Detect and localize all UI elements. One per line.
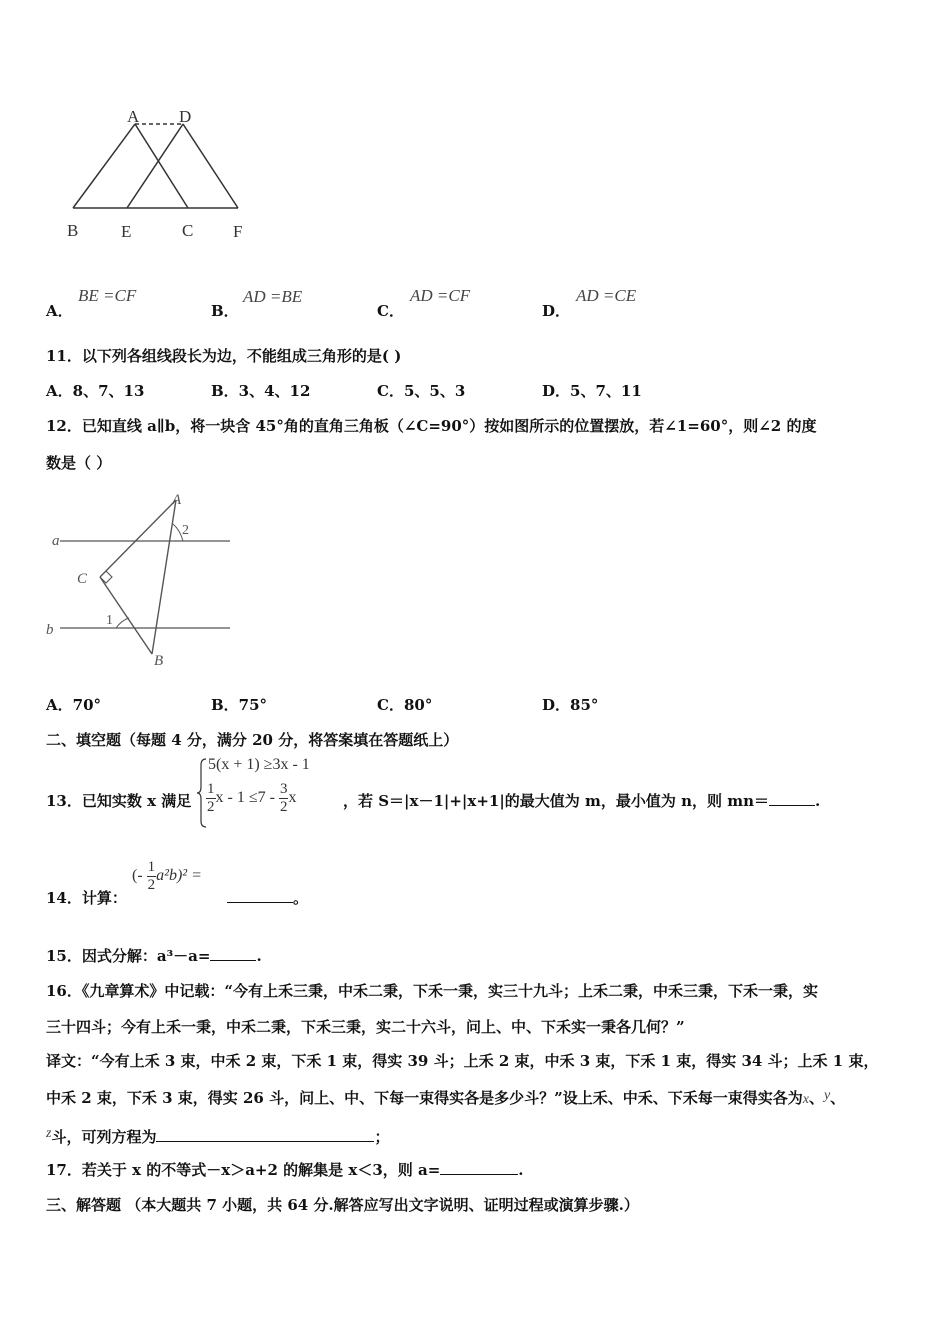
q11-option-d: D．5、7、11	[542, 382, 642, 400]
q10-option-a-label: A．	[46, 302, 73, 320]
q17-end: .	[518, 1161, 524, 1179]
label-e: E	[121, 222, 132, 241]
fig2-label-line-a: a	[52, 533, 60, 549]
section-3-title: 三、解答题 （本大题共 7 小题，共 64 分.解答应写出文字说明、证明过程或演算步骤.）	[46, 1196, 639, 1214]
fig2-label-b: B	[154, 653, 164, 669]
segment-ab	[73, 124, 135, 208]
q12-option-a: A．70°	[46, 696, 102, 714]
q12-option-c: C．80°	[377, 696, 433, 714]
q16-var-z: z	[46, 1126, 52, 1141]
section-2-title: 二、填空题（每题 4 分，满分 20 分，将答案填在答题纸上）	[46, 731, 459, 749]
fig2-label-c: C	[77, 571, 88, 587]
figure-parallel-lines-triangle	[40, 488, 240, 673]
side-ab	[152, 500, 176, 654]
q16-line4	[46, 1087, 845, 1108]
q11-option-c: C．5、5、3	[377, 382, 466, 400]
q10-option-b-label: B．	[211, 302, 239, 320]
q13-ineq2-end: x	[288, 789, 297, 807]
q16-sep2: 、	[830, 1089, 846, 1107]
label-a: A	[127, 107, 140, 126]
q13-suffix-text: ，若 S＝|x－1|+|x+1|的最大值为 m，最小值为 n，则 mn＝	[343, 792, 770, 810]
q13-fraction-three-halves	[279, 781, 289, 816]
label-f: F	[233, 222, 243, 241]
q13-frac-den: 2	[207, 799, 215, 815]
q14-frac-den: 2	[147, 877, 156, 893]
q10-option-d-label: D．	[542, 302, 571, 320]
q11-option-b: B．3、4、12	[211, 382, 311, 400]
q16-line3: 译文：“今有上禾 3 束，中禾 2 束，下禾 1 束，得实 39 斗；上禾 2 束，中禾 3 束，下禾 1 束，得实 34 斗；上禾 1 束，	[46, 1052, 879, 1070]
q13-frac2-den: 2	[279, 799, 288, 815]
q14-expression	[132, 859, 202, 894]
q16-line4-text: 中禾 2 束，下禾 3 束，得实 26 斗，问上、中、下每一束得实各是多少斗？”设上禾、中禾、下禾每一束得实各为	[46, 1089, 803, 1107]
q10-option-c-label: C．	[377, 302, 404, 320]
angle-1-arc	[116, 618, 129, 628]
q14-end: 。	[293, 889, 309, 907]
q15	[46, 945, 262, 966]
segment-ac	[135, 124, 188, 208]
q14-expr-body: a²b)² =	[156, 867, 202, 885]
q13-frac-num: 1	[207, 781, 215, 797]
q10-option-b-expr: AD =BE	[243, 287, 303, 306]
q12-stem-line1: 12．已知直线 a∥b，将一块含 45°角的直角三角板（∠C=90°）按如图所示的位置摆放，若∠1=60°，则∠2 的度	[46, 417, 817, 435]
q13-fraction-half	[206, 781, 216, 816]
fig2-label-line-b: b	[46, 622, 54, 638]
q13-answer-blank[interactable]	[769, 791, 815, 806]
label-c: C	[182, 221, 194, 240]
q17	[46, 1159, 524, 1180]
q14-answer	[227, 887, 308, 908]
q16-line2: 三十四斗；今有上禾一秉，中禾二秉，下禾三秉，实二十六斗，问上、中、下禾实一秉各几何？”	[46, 1018, 685, 1036]
q10-option-a-expr: BE =CF	[78, 286, 137, 305]
q14-answer-blank[interactable]	[227, 888, 293, 903]
q12-stem-line2: 数是（ ）	[46, 454, 112, 472]
label-d: D	[179, 107, 192, 126]
q15-text: 15．因式分解：a³－a=	[46, 947, 211, 965]
q17-text: 17．若关于 x 的不等式－x＞a+2 的解集是 x＜3，则 a=	[46, 1161, 441, 1179]
fig2-label-2: 2	[182, 523, 189, 538]
q14-expr-open: (-	[132, 867, 143, 885]
segment-de	[127, 124, 183, 208]
q16-var-x: x	[802, 1092, 809, 1107]
q11-option-a: A．8、7、13	[46, 382, 145, 400]
fig2-label-a: A	[172, 492, 182, 508]
q12-option-d: D．85°	[542, 696, 599, 714]
q13-end: .	[815, 792, 821, 810]
q10-option-c-expr: AD =CF	[410, 286, 471, 305]
q12-option-b: B．75°	[211, 696, 268, 714]
q14-prefix: 14．计算：	[46, 889, 127, 907]
label-b: B	[67, 221, 79, 240]
side-ac	[100, 500, 176, 577]
q16-line1: 16．《九章算术》中记载：“今有上禾三秉，中禾二秉，下禾一秉，实三十九斗；上禾二秉，中禾三秉，下禾一秉，实	[46, 982, 819, 1000]
q13-inequality-1: 5(x + 1) ≥3x - 1	[208, 756, 310, 773]
q11-stem: 11．以下列各组线段长为边，不能组成三角形的是( )	[46, 347, 402, 365]
q16-var-y: y	[823, 1088, 831, 1103]
fig2-label-1: 1	[106, 613, 113, 628]
q15-answer-blank[interactable]	[210, 946, 256, 961]
q17-answer-blank[interactable]	[440, 1160, 518, 1175]
right-angle-mark	[100, 571, 112, 583]
q13-ineq2-mid: x - 1 ≤7 -	[215, 789, 275, 807]
q14-fraction-half	[147, 859, 157, 894]
q16-line5	[46, 1126, 389, 1147]
q13-suffix	[343, 790, 820, 811]
q13-frac2-num: 3	[279, 781, 288, 797]
figure-triangles-abdef	[55, 100, 265, 250]
q13-inequality-2	[206, 781, 296, 816]
segment-df	[183, 124, 238, 208]
q16-line5-text: 斗，可列方程为	[51, 1128, 157, 1146]
q16-sep: 、	[808, 1089, 824, 1107]
q16-answer-blank[interactable]	[156, 1127, 374, 1142]
q15-end: .	[256, 947, 262, 965]
q13-prefix: 13．已知实数 x 满足	[46, 792, 192, 810]
q10-option-d-expr: AD =CE	[576, 286, 637, 305]
q16-end: ；	[374, 1128, 390, 1146]
q14-frac-num: 1	[147, 859, 156, 875]
